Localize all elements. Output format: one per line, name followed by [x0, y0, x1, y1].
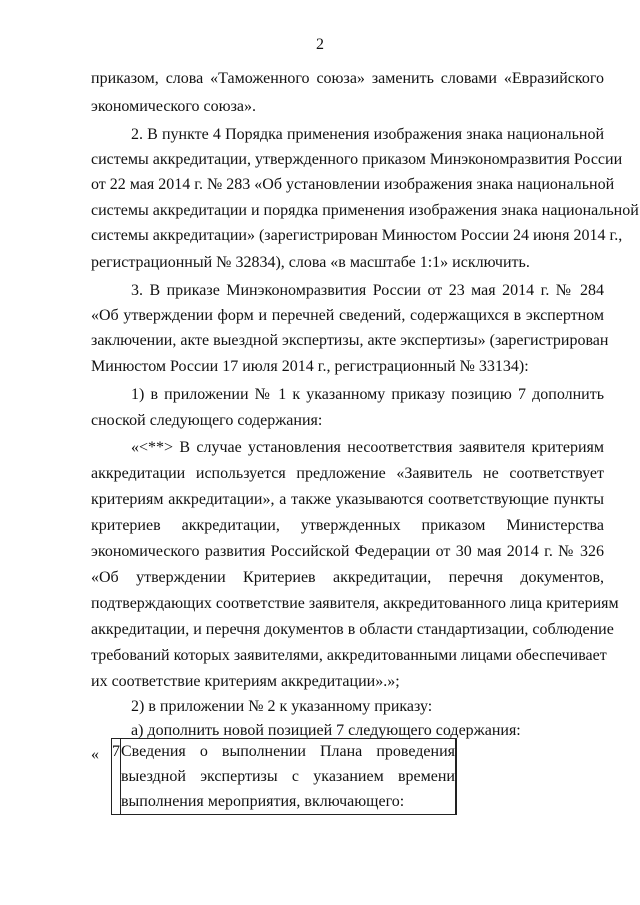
table-cell-description	[121, 739, 456, 815]
body-text-line: «Об утверждении Критериев аккредитации, перечня документов,	[91, 569, 604, 586]
body-text-line: системы аккредитации, утвержденного приказом Минэкономразвития России	[91, 151, 623, 168]
body-text-line: требований которых заявителями, аккредитованными лицами обеспечивает	[91, 647, 607, 664]
body-text-line: экономического союза».	[91, 98, 257, 115]
table-cell-empty	[456, 739, 457, 815]
body-text-line: аккредитации, и перечня документов в области стандартизации, соблюдение	[91, 621, 614, 638]
body-text-line: заключении, акте выездной экспертизы, акте экспертизы» (зарегистрирован	[91, 332, 609, 349]
footnote-text-start: «<**> В случае установления несоответствия заявителя критериям	[131, 439, 604, 456]
page-number: 2	[316, 36, 324, 53]
position-7-table	[111, 738, 457, 815]
paragraph-2-start: 2. В пункте 4 Порядка применения изображения знака национальной	[131, 126, 604, 143]
body-text-line: системы аккредитации» (зарегистрирован Минюстом России 24 июня 2014 г.,	[91, 227, 623, 244]
paragraph-3-start: 3. В приказе Минэкономразвития России от 23 мая 2014 г. № 284	[131, 282, 604, 299]
body-text-line: регистрационный № 32834), слова «в масштабе 1:1» исключить.	[91, 254, 530, 271]
body-text-line: аккредитации используется предложение «Заявитель не соответствует	[91, 465, 604, 482]
subitem-2-start: 2) в приложении № 2 к указанному приказу:	[131, 698, 433, 715]
subitem-a-start: а) дополнить новой позицией 7 следующего содержания:	[131, 722, 521, 739]
body-text-line: экономического развития Российской Федерации от 30 мая 2014 г. № 326	[91, 543, 604, 560]
body-text-line: сноской следующего содержания:	[91, 412, 323, 429]
body-text-line: «Об утверждении форм и перечней сведений, содержащихся в экспертном	[91, 307, 604, 324]
table-cell-line: Сведения о выполнении Плана проведения	[121, 743, 455, 760]
body-text-line: их соответствие критериям аккредитации».»;	[91, 673, 400, 690]
body-text-line: подтверждающих соответствие заявителя, аккредитованного лица критериям	[91, 595, 619, 612]
body-text-line: критериев аккредитации, утвержденных приказом Министерства	[91, 517, 604, 534]
body-text-line: Минюстом России 17 июля 2014 г., регистрационный № 33134):	[91, 358, 529, 375]
table-cell-number: 7	[112, 739, 121, 815]
body-text-line: от 22 мая 2014 г. № 283 «Об установлении изображения знака национальной	[91, 176, 615, 193]
body-text-line: критериям аккредитации», а также указываются соответствующие пункты	[91, 491, 604, 508]
table-open-quote: «	[91, 746, 99, 763]
table-cell-line: выполнения мероприятия, включающего:	[121, 793, 405, 810]
table-row	[112, 739, 457, 815]
subitem-1-start: 1) в приложении № 1 к указанному приказу позицию 7 дополнить	[131, 386, 604, 403]
body-text-line: системы аккредитации и порядка применения изображения знака национальной	[91, 202, 639, 219]
table-cell-line: выездной экспертизы с указанием времени	[121, 768, 455, 785]
body-text-line: приказом, слова «Таможенного союза» заменить словами «Евразийского	[91, 70, 604, 87]
